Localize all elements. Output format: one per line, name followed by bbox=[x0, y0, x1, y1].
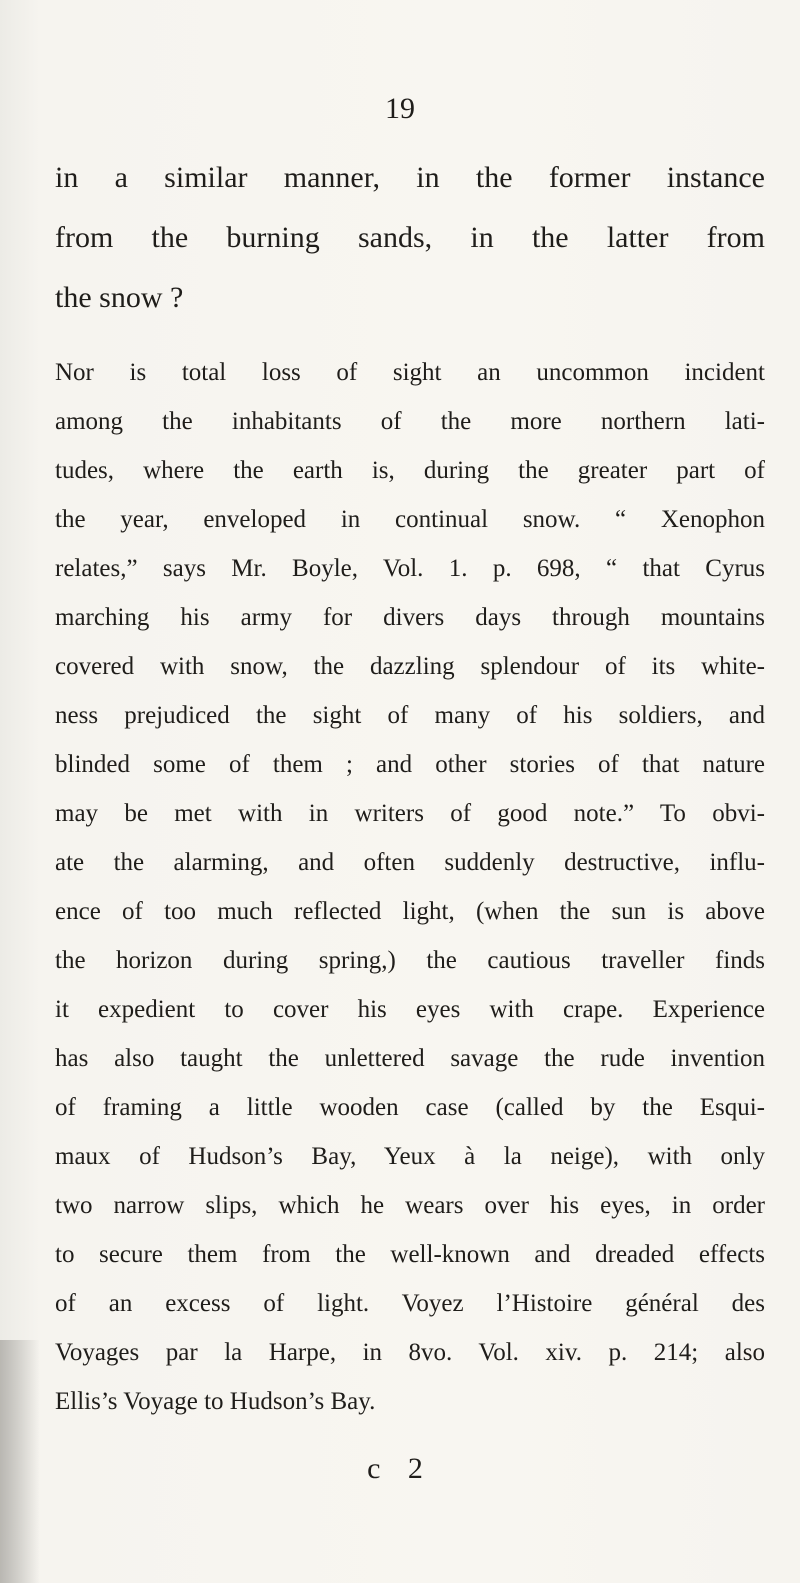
text-line: blinded some of them ; and other stories of that nature bbox=[55, 751, 765, 778]
text-line: it expedient to cover his eyes with crape. Experience bbox=[55, 996, 765, 1023]
text-line: two narrow slips, which he wears over his eyes, in order bbox=[55, 1192, 765, 1219]
text-line: may be met with in writers of good note.” To obvi- bbox=[55, 800, 765, 827]
text-line: the year, enveloped in continual snow. “ Xenophon bbox=[55, 506, 765, 533]
paragraph-continued bbox=[55, 148, 765, 328]
text-line: ence of too much reflected light, (when the sun is above bbox=[55, 898, 765, 925]
page-number: 19 bbox=[385, 92, 415, 125]
text-line: to secure them from the well-known and dreaded effects bbox=[55, 1241, 765, 1268]
text-line: the snow ? bbox=[55, 281, 184, 314]
text-line: covered with snow, the dazzling splendour of its white- bbox=[55, 653, 765, 680]
text-line: of an excess of light. Voyez l’Histoire général des bbox=[55, 1290, 765, 1317]
body-text bbox=[55, 148, 765, 1426]
text-line: maux of Hudson’s Bay, Yeux à la neige), with only bbox=[55, 1143, 765, 1170]
text-line: ness prejudiced the sight of many of his soldiers, and bbox=[55, 702, 765, 729]
text-line: Voyages par la Harpe, in 8vo. Vol. xiv. p. 214; also bbox=[55, 1339, 765, 1366]
text-line: in a similar manner, in the former instance bbox=[55, 161, 765, 194]
text-line: marching his army for divers days through mountains bbox=[55, 604, 765, 631]
signature-mark: c 2 bbox=[367, 1452, 433, 1485]
text-line: Nor is total loss of sight an uncommon incident bbox=[55, 359, 765, 386]
text-line: tudes, where the earth is, during the greater part of bbox=[55, 457, 765, 484]
text-line: Ellis’s Voyage to Hudson’s Bay. bbox=[55, 1388, 376, 1415]
text-line: from the burning sands, in the latter from bbox=[55, 221, 765, 254]
text-line: ate the alarming, and often suddenly destructive, influ- bbox=[55, 849, 765, 876]
paragraph-main bbox=[55, 348, 765, 1426]
text-line: has also taught the unlettered savage the rude invention bbox=[55, 1045, 765, 1072]
text-line: the horizon during spring,) the cautious traveller finds bbox=[55, 947, 765, 974]
text-line: relates,” says Mr. Boyle, Vol. 1. p. 698, “ that Cyrus bbox=[55, 555, 765, 582]
text-line: among the inhabitants of the more northern lati- bbox=[55, 408, 765, 435]
text-line: of framing a little wooden case (called by the Esqui- bbox=[55, 1094, 765, 1121]
